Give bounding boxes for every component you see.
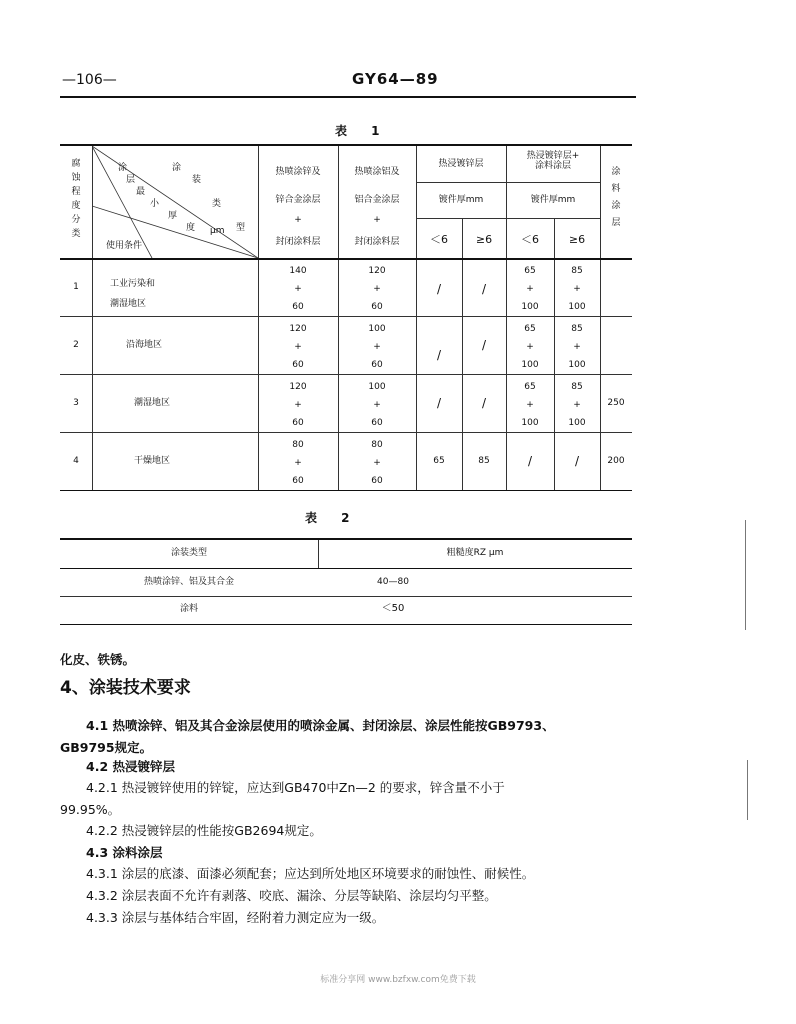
coating-header: 涂料涂层	[611, 167, 621, 229]
al-spray-header: 封闭涂料层	[354, 237, 400, 247]
zinc-spray-header: 锌合金涂层	[275, 195, 321, 205]
zinc-spray-header: 封闭涂料层	[275, 237, 321, 247]
al-value: 120 + 60	[368, 266, 386, 312]
galv-ge6-cell: /	[481, 396, 487, 410]
table2	[60, 538, 632, 625]
table2-cell: 热喷涂锌、铝及其合金	[143, 577, 234, 587]
scan-mark	[747, 760, 748, 820]
condition-cell: 潮湿地区	[134, 398, 171, 408]
grade-cell: 2	[73, 340, 79, 350]
clause-4-3-1: 4.3.1 涂层的底漆、面漆必须配套；应达到所处地区环境要求的耐蚀性、耐候性。	[86, 866, 535, 881]
ge6-header: ≥6	[568, 233, 586, 246]
scan-mark	[745, 520, 746, 630]
al-value: 100 + 60	[368, 382, 386, 428]
zinc-value: 120 + 60	[289, 382, 307, 428]
galv-ge6-cell: /	[481, 282, 487, 296]
diag-label: 小	[150, 199, 160, 209]
galv-ge6-cell: 85	[478, 456, 490, 466]
ge6-header: ≥6	[475, 233, 493, 246]
zinc-value: 140 + 60	[289, 266, 307, 312]
condition-cell: 沿海地区	[126, 340, 163, 350]
zinc-spray-header: +	[294, 215, 302, 225]
coating-cell: 200	[607, 456, 625, 466]
galv-thickness-header: 镀件厚mm	[438, 195, 484, 205]
table2-cell: ＜50	[381, 603, 405, 614]
diag-label: μm	[210, 226, 225, 236]
clause-4-2-heading: 4.2 热浸镀锌层	[86, 759, 175, 774]
al-spray-header: 铝合金涂层	[354, 195, 400, 205]
al-value: 80 + 60	[371, 440, 383, 486]
diag-label: 装	[192, 175, 202, 185]
lt6-header: ＜6	[521, 233, 539, 246]
coating-cell: 250	[607, 398, 625, 408]
galv-ge6-cell: /	[481, 338, 487, 352]
gp-lt6-value: 65 + 100	[521, 382, 539, 428]
standard-code: GY64—89	[352, 70, 439, 88]
diag-label: 型	[236, 223, 246, 233]
diag-label: 层	[126, 175, 136, 185]
clause-4-3-3: 4.3.3 涂层与基体结合牢固，经附着力测定应为一级。	[86, 910, 385, 925]
table2-header: 涂装类型	[170, 548, 207, 558]
condition-header: 使用条件	[106, 241, 143, 251]
al-spray-header: 热喷涂铝及	[354, 167, 400, 177]
gp-ge6-value: 85 + 100	[568, 382, 586, 428]
header-rule	[60, 96, 636, 98]
zinc-value: 80 + 60	[292, 440, 304, 486]
grade-cell: 3	[73, 398, 79, 408]
table2-cell: 40—80	[377, 577, 409, 587]
gp-lt6-value: 65 + 100	[521, 266, 539, 312]
galv-lt6-cell: /	[436, 396, 442, 410]
al-value: 100 + 60	[368, 324, 386, 370]
clause-4-3-2: 4.3.2 涂层表面不允许有剥落、咬底、漏涂、分层等缺陷、涂层均匀平整。	[86, 888, 497, 903]
galv-header: 热浸镀锌层	[438, 159, 484, 169]
gp-ge6-value: 85 + 100	[568, 324, 586, 370]
gp-ge6-value: 85 + 100	[568, 266, 586, 312]
galv-paint-header: 热浸镀锌层+ 涂料涂层	[526, 151, 580, 171]
gp-lt6-value: 65 + 100	[521, 324, 539, 370]
diag-label: 涂	[118, 163, 128, 173]
page-number: —106—	[62, 72, 117, 88]
condition-cell: 干燥地区	[134, 456, 171, 466]
condition-cell: 工业污染和 潮湿地区	[110, 279, 156, 309]
footer-watermark: 标准分享网 www.bzfxw.com免费下载	[320, 975, 476, 985]
diag-label: 厚	[168, 211, 178, 221]
section-4-heading: 4、涂装技术要求	[60, 678, 191, 698]
grade-cell: 4	[73, 456, 79, 466]
gp-ge6-cell: /	[574, 454, 580, 468]
continuation-text: 化皮、铁锈。	[60, 652, 136, 667]
galv-lt6-cell: /	[436, 348, 442, 362]
gp-thickness-header: 镀件厚mm	[530, 195, 576, 205]
diag-label: 度	[186, 223, 196, 233]
zinc-value: 120 + 60	[289, 324, 307, 370]
table2-header: 粗糙度RZ μm	[446, 548, 504, 558]
diag-label: 涂	[172, 163, 182, 173]
clause-4-1: 4.1 热喷涂锌、铝及其合金涂层使用的喷涂金属、封闭涂层、涂层性能按GB9793、	[86, 718, 555, 733]
zinc-spray-header: 热喷涂锌及	[275, 167, 321, 177]
clause-4-3-heading: 4.3 涂料涂层	[86, 845, 163, 860]
clause-4-2-1-cont: 99.95%。	[60, 802, 121, 817]
al-spray-header: +	[373, 215, 381, 225]
clause-4-1-cont: GB9795规定。	[60, 740, 153, 755]
lt6-header: ＜6	[430, 233, 448, 246]
diag-label: 类	[212, 199, 222, 209]
gp-lt6-cell: /	[527, 454, 533, 468]
grade-header: 腐蚀程度分类	[71, 159, 81, 239]
table2-caption: 表 2	[305, 511, 360, 525]
galv-lt6-cell: /	[436, 282, 442, 296]
table1	[60, 144, 632, 491]
grade-cell: 1	[73, 282, 79, 292]
clause-4-2-2: 4.2.2 热浸镀锌层的性能按GB2694规定。	[86, 823, 322, 838]
table2-cell: 涂料	[179, 604, 198, 614]
diag-label: 最	[136, 187, 146, 197]
galv-lt6-cell: 65	[433, 456, 445, 466]
table1-caption: 表 1	[335, 124, 390, 138]
clause-4-2-1: 4.2.1 热浸镀锌使用的锌锭，应达到GB470中Zn—2 的要求，锌含量不小于	[86, 780, 505, 795]
